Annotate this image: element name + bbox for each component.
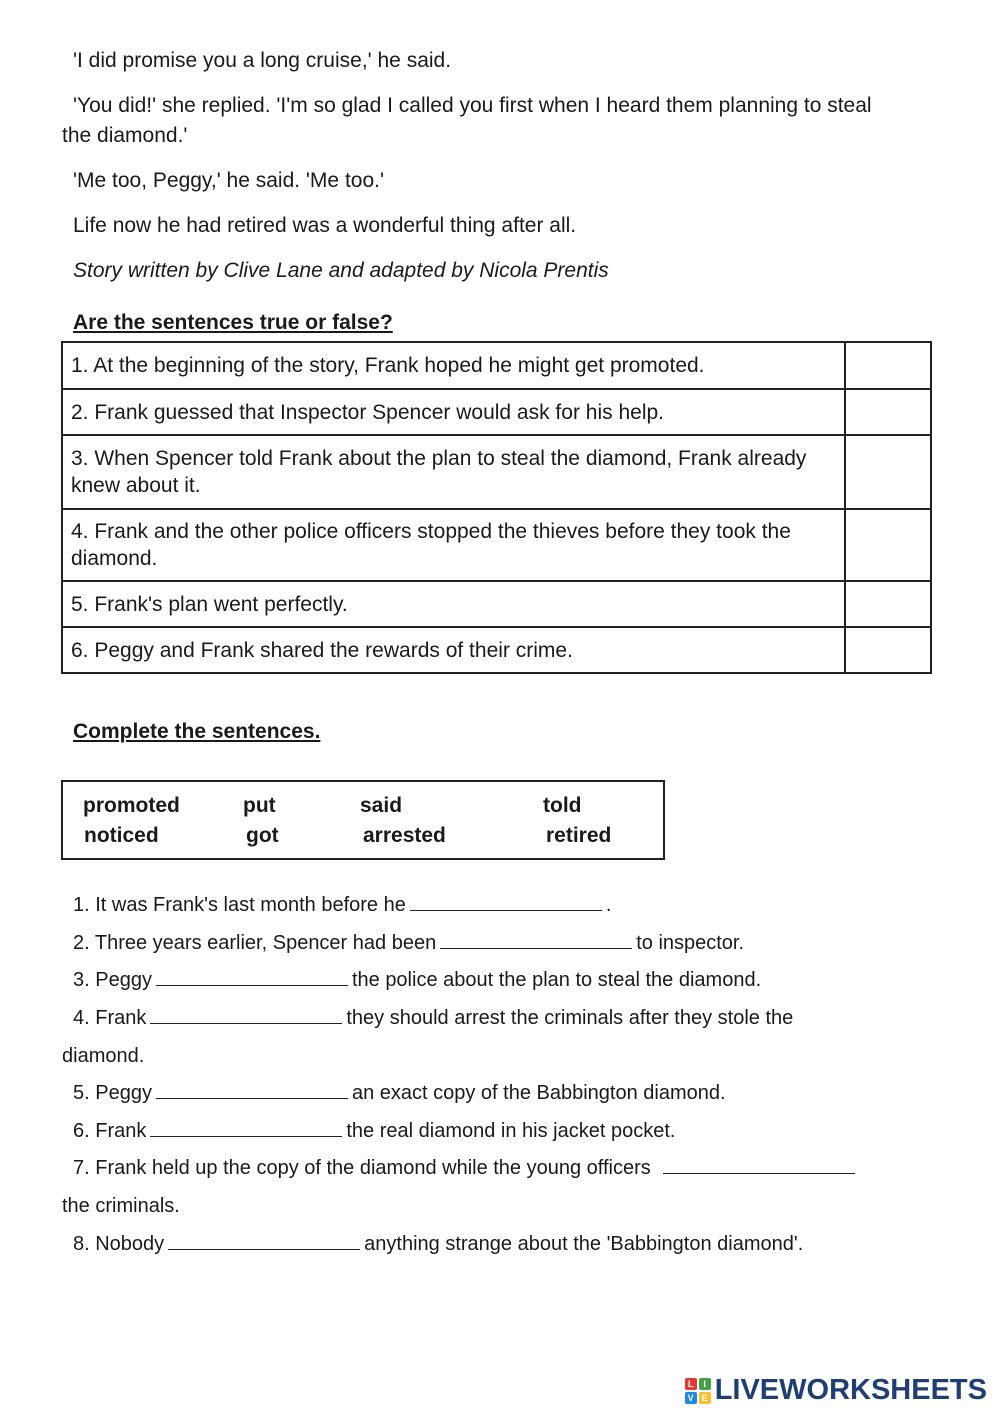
statement-2: 2. Frank guessed that Inspector Spencer would ask for his help.: [62, 389, 845, 435]
true-false-heading: Are the sentences true or false?: [73, 311, 393, 334]
sentence-3: [62, 961, 932, 999]
complete-heading: Complete the sentences.: [73, 720, 321, 743]
logo-letter-e: E: [699, 1392, 711, 1404]
table-row: [62, 509, 931, 581]
blank-3[interactable]: [156, 965, 348, 986]
sentence-4-continuation: diamond.: [62, 1045, 145, 1067]
word-bank: [61, 780, 665, 860]
sentence-4-end: they should arrest the criminals after they stole the: [346, 1007, 794, 1029]
word-retired: retired: [546, 824, 612, 847]
sentence-3-start: 3. Peggy: [73, 969, 152, 991]
blank-7[interactable]: [663, 1153, 855, 1174]
sentence-3-end: the police about the plan to steal the diamond.: [351, 969, 762, 991]
story-line-3: 'Me too, Peggy,' he said. 'Me too.': [73, 169, 384, 192]
word-arrested: arrested: [363, 824, 446, 847]
sentence-8-end: anything strange about the 'Babbington diamond'.: [364, 1233, 804, 1255]
statement-1: 1. At the beginning of the story, Frank hoped he might get promoted.: [62, 342, 845, 389]
sentence-6-start: 6. Frank: [73, 1120, 147, 1142]
sentence-5: [62, 1074, 932, 1112]
blank-8[interactable]: [168, 1229, 360, 1250]
sentence-2-end: to inspector.: [636, 932, 745, 954]
answer-cell-5[interactable]: [845, 581, 931, 627]
statement-6: 6. Peggy and Frank shared the rewards of their crime.: [62, 627, 845, 673]
sentence-6-end: the real diamond in his jacket pocket.: [346, 1120, 676, 1142]
sentence-1: [62, 886, 932, 924]
word-told: told: [543, 794, 582, 817]
sentence-2-start: 2. Three years earlier, Spencer had been: [73, 932, 437, 954]
statement-4: 4. Frank and the other police officers stopped the thieves before they took the diamond.: [62, 509, 845, 581]
sentence-6: [62, 1112, 932, 1150]
blank-1[interactable]: [410, 890, 602, 911]
table-row: [62, 581, 931, 627]
logo-letter-l: L: [685, 1378, 697, 1390]
answer-cell-4[interactable]: [845, 509, 931, 581]
sentence-4-start: 4. Frank: [73, 1007, 147, 1029]
answer-cell-6[interactable]: [845, 627, 931, 673]
table-row: [62, 389, 931, 435]
sentence-7: [62, 1149, 932, 1187]
word-said: said: [360, 794, 403, 817]
answer-cell-3[interactable]: [845, 435, 931, 509]
blank-2[interactable]: [440, 928, 632, 949]
word-promoted: promoted: [83, 794, 180, 817]
sentence-1-start: 1. It was Frank's last month before he: [73, 894, 406, 916]
answer-cell-1[interactable]: [845, 342, 931, 389]
sentence-4: [62, 999, 932, 1037]
story-line-1: 'I did promise you a long cruise,' he said.: [73, 49, 452, 72]
table-row: [62, 435, 931, 509]
sentence-5-start: 5. Peggy: [73, 1082, 152, 1104]
word-put: put: [243, 794, 276, 817]
logo-icon: [685, 1378, 711, 1404]
statement-3: 3. When Spencer told Frank about the plan to steal the diamond, Frank already knew about it.: [62, 435, 845, 509]
sentence-7-continuation: the criminals.: [62, 1195, 180, 1217]
true-false-table: [61, 341, 932, 674]
sentence-5-end: an exact copy of the Babbington diamond.: [351, 1082, 726, 1104]
story-line-4: Life now he had retired was a wonderful thing after all.: [73, 214, 577, 237]
blank-5[interactable]: [156, 1078, 348, 1099]
statement-5: 5. Frank's plan went perfectly.: [62, 581, 845, 627]
word-noticed: noticed: [84, 824, 159, 847]
story-credit: Story written by Clive Lane and adapted by Nicola Prentis: [73, 259, 609, 282]
word-got: got: [246, 824, 279, 847]
sentence-7-start: 7. Frank held up the copy of the diamond while the young officers: [73, 1157, 651, 1179]
liveworksheets-logo: [685, 1374, 987, 1407]
story-line-2: 'You did!' she replied. 'I'm so glad I called you first when I heard them planning to steal the diamond.': [62, 94, 872, 147]
logo-letter-v: V: [685, 1392, 697, 1404]
answer-cell-2[interactable]: [845, 389, 931, 435]
blank-4[interactable]: [150, 1003, 342, 1024]
table-row: [62, 627, 931, 673]
sentence-2: [62, 924, 932, 962]
logo-text: LIVEWORKSHEETS: [714, 1374, 987, 1406]
blank-6[interactable]: [150, 1116, 342, 1137]
logo-letter-i: I: [699, 1378, 711, 1390]
sentence-8-start: 8. Nobody: [73, 1233, 165, 1255]
table-row: [62, 342, 931, 389]
sentence-8: [62, 1225, 932, 1263]
sentence-1-end: .: [605, 894, 612, 916]
